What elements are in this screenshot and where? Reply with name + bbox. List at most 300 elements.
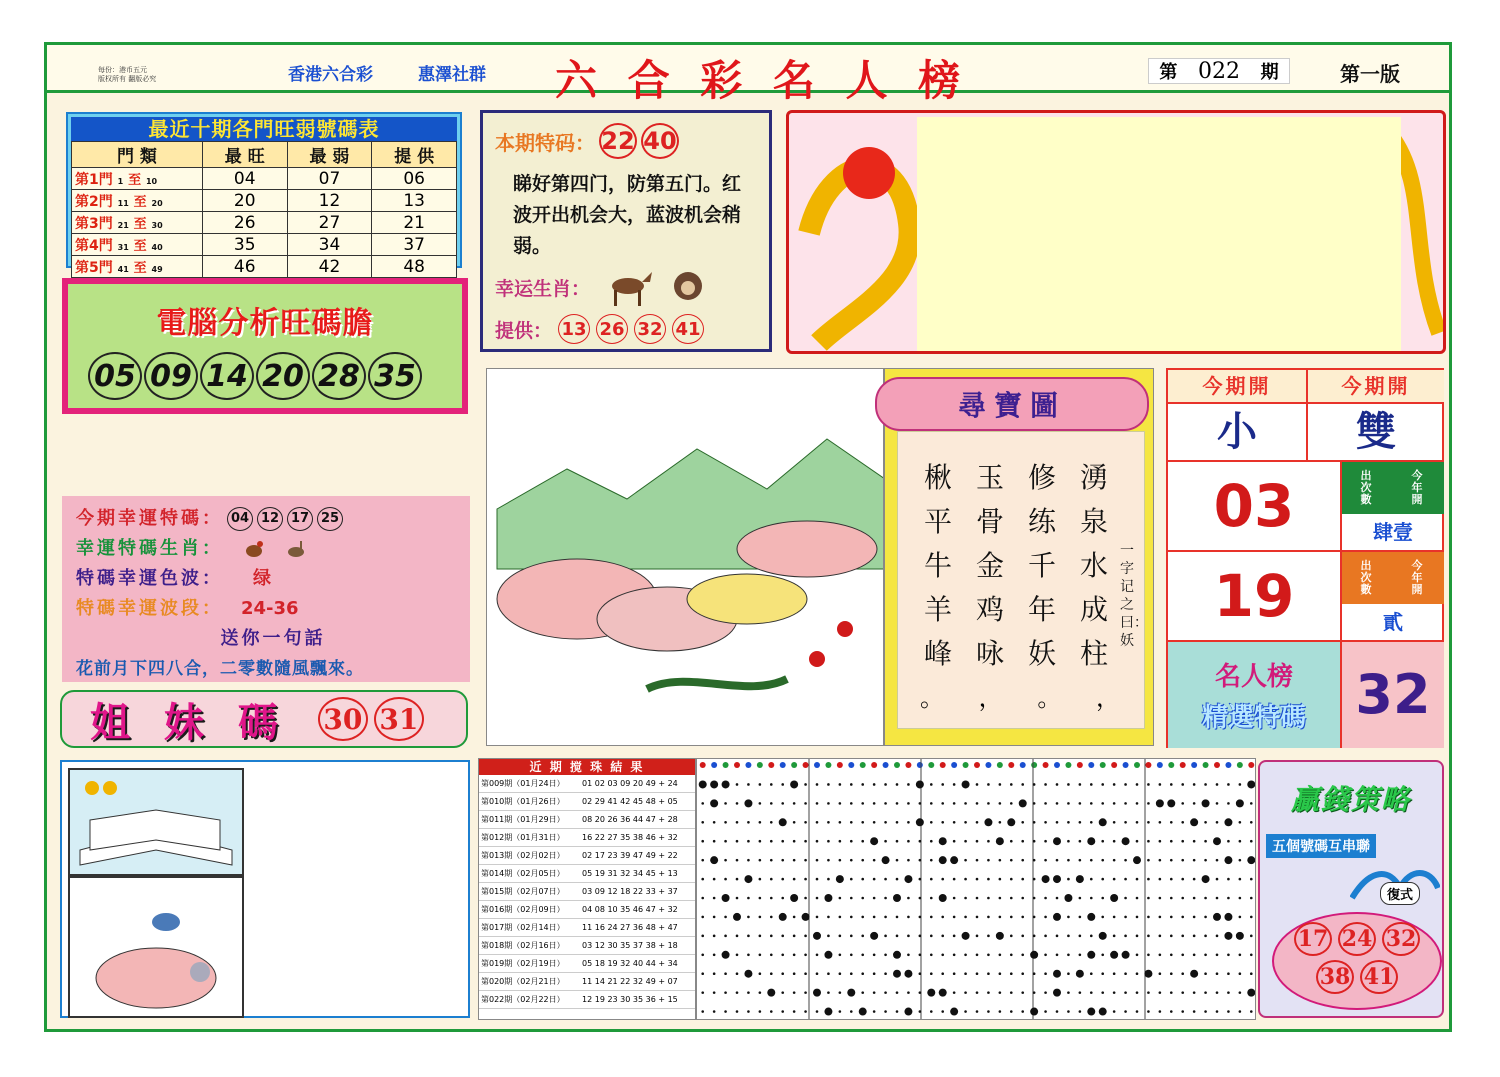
trend-dot <box>976 1010 979 1013</box>
trend-dot <box>1136 878 1139 881</box>
number-ball: 09 <box>144 352 198 400</box>
trend-dot <box>976 878 979 881</box>
trend-hit-dot <box>710 780 718 788</box>
trend-hit-dot <box>1247 989 1255 997</box>
trend-dot <box>884 821 887 824</box>
trend-dot <box>1079 802 1082 805</box>
trend-dot <box>1159 840 1162 843</box>
trend-hit-dot <box>1213 837 1221 845</box>
trend-dot <box>1101 953 1104 956</box>
trend-dot <box>896 916 899 919</box>
trend-dot <box>839 953 842 956</box>
trend-dot <box>1090 991 1093 994</box>
trend-dot <box>964 916 967 919</box>
trend-header-dot <box>985 762 991 768</box>
monkey-icon <box>668 266 710 308</box>
trend-header-dot <box>860 762 866 768</box>
trend-header-dot <box>997 762 1003 768</box>
trend-dot <box>964 859 967 862</box>
trend-dot <box>1159 991 1162 994</box>
trend-dot <box>873 953 876 956</box>
trend-dot <box>713 953 716 956</box>
number-ball: 32 <box>634 314 666 344</box>
trend-dot <box>781 859 784 862</box>
trend-dot <box>850 1010 853 1013</box>
computer-inner <box>68 284 462 408</box>
trend-dot <box>861 783 864 786</box>
trend-dot <box>713 897 716 900</box>
poem-column: 玉骨金鸡咏 <box>976 461 1005 670</box>
trend-hit-dot <box>1167 799 1175 807</box>
trend-dot <box>861 972 864 975</box>
trend-hit-dot <box>744 799 752 807</box>
trend-dot <box>896 783 899 786</box>
trend-dot <box>827 935 830 938</box>
trend-dot <box>861 935 864 938</box>
trend-dot <box>1170 916 1173 919</box>
trend-dot <box>1101 972 1104 975</box>
trend-dot <box>907 783 910 786</box>
table-row: 第020期（02月21日） 11 14 21 22 32 49 + 07 <box>479 973 695 991</box>
trend-dot <box>1010 802 1013 805</box>
trend-dot <box>1090 859 1093 862</box>
trend-dot <box>976 821 979 824</box>
trend-dot <box>1216 821 1219 824</box>
trend-dot <box>724 991 727 994</box>
trend-dot <box>1056 783 1059 786</box>
hot-number-1: 03 <box>1168 462 1342 552</box>
trend-hit-dot <box>893 951 901 959</box>
special-panel <box>480 110 772 352</box>
trend-dot <box>1090 802 1093 805</box>
trend-dot <box>987 916 990 919</box>
trend-dot <box>953 878 956 881</box>
trend-dot <box>861 878 864 881</box>
trend-header-dot <box>1020 762 1026 768</box>
table-row: 第014期（02月05日） 05 19 31 32 34 45 + 13 <box>479 865 695 883</box>
trend-dot <box>1181 935 1184 938</box>
trend-dot <box>701 802 704 805</box>
trend-dot <box>873 991 876 994</box>
trend-hit-dot <box>870 837 878 845</box>
trend-dot <box>724 1010 727 1013</box>
trend-dot <box>1101 840 1104 843</box>
number-ball: 13 <box>558 314 590 344</box>
trend-dot <box>1159 859 1162 862</box>
number-ball: 17 <box>287 507 313 531</box>
trend-dot <box>1021 991 1024 994</box>
trend-header-dot <box>745 762 751 768</box>
trend-dot <box>759 783 762 786</box>
trend-dot <box>701 897 704 900</box>
trend-hit-dot <box>1247 780 1255 788</box>
trend-dot <box>1044 821 1047 824</box>
trend-dot <box>896 1010 899 1013</box>
trend-hit-dot <box>699 780 707 788</box>
trend-dot <box>1067 916 1070 919</box>
trend-dot <box>839 840 842 843</box>
open-even-value: 雙 <box>1308 404 1444 462</box>
trend-dot <box>1204 821 1207 824</box>
trend-dot <box>919 859 922 862</box>
trend-dot <box>953 953 956 956</box>
trend-dot <box>1193 991 1196 994</box>
trend-dot <box>1113 859 1116 862</box>
trend-dot <box>941 878 944 881</box>
trend-dot <box>713 935 716 938</box>
trend-dot <box>987 1010 990 1013</box>
trend-dot <box>953 802 956 805</box>
trend-dot <box>1044 802 1047 805</box>
trend-dot <box>1113 802 1116 805</box>
trend-dot <box>1044 972 1047 975</box>
trend-dot <box>713 840 716 843</box>
trend-dot <box>747 953 750 956</box>
trend-dot <box>804 783 807 786</box>
trend-dot <box>793 821 796 824</box>
trend-dot <box>816 916 819 919</box>
trend-dot <box>1250 972 1253 975</box>
trend-dot <box>816 972 819 975</box>
trend-dot <box>1136 953 1139 956</box>
trend-header-dot <box>1248 762 1254 768</box>
trend-dot <box>793 1010 796 1013</box>
trend-dot <box>793 859 796 862</box>
trend-dot <box>884 1010 887 1013</box>
trend-hit-dot <box>1110 894 1118 902</box>
trend-dot <box>1216 802 1219 805</box>
trend-dot <box>850 821 853 824</box>
number-ball: 41 <box>1360 960 1398 994</box>
trend-dot <box>816 840 819 843</box>
trend-dots <box>697 759 1256 1020</box>
trend-hit-dot <box>950 1008 958 1016</box>
trend-dot <box>1216 953 1219 956</box>
trend-dot <box>804 802 807 805</box>
trend-dot <box>1147 916 1150 919</box>
trend-dot <box>941 916 944 919</box>
trend-dot <box>1239 840 1242 843</box>
trend-dot <box>941 783 944 786</box>
trend-dot <box>1124 859 1127 862</box>
trend-hit-dot <box>1190 818 1198 826</box>
trend-hit-dot <box>779 913 787 921</box>
trend-hit-dot <box>1122 837 1130 845</box>
trend-dot <box>781 972 784 975</box>
trend-dot <box>1170 972 1173 975</box>
trend-dot <box>816 859 819 862</box>
trend-dot <box>941 802 944 805</box>
trend-header-dot <box>1123 762 1129 768</box>
number-ball: 14 <box>200 352 254 400</box>
trend-dot <box>1170 897 1173 900</box>
trend-dot <box>1124 916 1127 919</box>
trend-dot <box>1056 802 1059 805</box>
trend-dot <box>1147 859 1150 862</box>
trend-hit-dot <box>893 894 901 902</box>
trend-dot <box>884 972 887 975</box>
trend-dot <box>1010 1010 1013 1013</box>
trend-dot <box>804 991 807 994</box>
trend-dot <box>1170 783 1173 786</box>
rabbit-icon <box>285 539 307 559</box>
trend-dot <box>1227 783 1230 786</box>
poem-punct: 。 ， 。 ， <box>920 684 1120 712</box>
trend-dot <box>964 991 967 994</box>
trend-dot <box>839 821 842 824</box>
trend-dot <box>919 1010 922 1013</box>
number-ball: 26 <box>596 314 628 344</box>
trend-dot <box>1101 916 1104 919</box>
trend-dot <box>1056 859 1059 862</box>
trend-hit-dot <box>722 780 730 788</box>
trend-dot <box>793 935 796 938</box>
trend-dot <box>804 1010 807 1013</box>
number-ball: 24 <box>1338 922 1376 956</box>
trend-dot <box>1136 935 1139 938</box>
trend-dot <box>873 897 876 900</box>
trend-dot <box>1193 1010 1196 1013</box>
trend-dot <box>1033 991 1036 994</box>
trend-dot <box>1239 878 1242 881</box>
trend-dot <box>724 935 727 938</box>
trend-dot <box>873 916 876 919</box>
treasure-panel <box>884 368 1154 746</box>
bird-illustration <box>68 876 244 1018</box>
trend-hit-dot <box>813 989 821 997</box>
trend-dot <box>1124 821 1127 824</box>
trend-dot <box>1021 953 1024 956</box>
trend-dot <box>1147 783 1150 786</box>
lucky-row: 幸運特碼生肖： <box>76 534 470 564</box>
table-row: 第017期（02月14日） 11 16 24 27 36 48 + 47 <box>479 919 695 937</box>
trend-dot <box>793 916 796 919</box>
trend-dot <box>896 821 899 824</box>
trend-dot <box>781 991 784 994</box>
trend-dot <box>1193 897 1196 900</box>
trend-dot <box>1067 935 1070 938</box>
computer-title: 電腦分析旺碼膽 <box>156 306 374 341</box>
trend-dot <box>953 821 956 824</box>
trend-dot <box>759 972 762 975</box>
trend-dot <box>1181 972 1184 975</box>
trend-dot <box>1181 916 1184 919</box>
trend-dot <box>930 897 933 900</box>
trend-dot <box>907 821 910 824</box>
trend-hit-dot <box>939 837 947 845</box>
trend-dot <box>1250 878 1253 881</box>
trend-dot <box>919 935 922 938</box>
trend-dot <box>1147 821 1150 824</box>
trend-hit-dot <box>1030 951 1038 959</box>
trend-hit-dot <box>1224 856 1232 864</box>
trend-dot <box>770 953 773 956</box>
trend-dot <box>873 972 876 975</box>
trend-dot <box>701 953 704 956</box>
trend-header-dot <box>825 762 831 768</box>
trend-dot <box>861 897 864 900</box>
trend-dot <box>1033 859 1036 862</box>
trend-dot <box>793 840 796 843</box>
trend-dot <box>1227 840 1230 843</box>
trend-dot <box>1193 840 1196 843</box>
trend-dot <box>1067 878 1070 881</box>
trend-dot <box>1010 916 1013 919</box>
trend-dot <box>1044 953 1047 956</box>
trend-dot <box>1021 783 1024 786</box>
trend-dot <box>747 916 750 919</box>
trend-dot <box>873 783 876 786</box>
trend-dot <box>1193 783 1196 786</box>
trend-dot <box>850 783 853 786</box>
trend-dot <box>827 840 830 843</box>
trend-header-dot <box>1077 762 1083 768</box>
trend-dot <box>1239 916 1242 919</box>
lucky-row: 今期幸運特碼： 04 12 17 25 <box>76 504 470 534</box>
trend-dot <box>1124 878 1127 881</box>
trend-hit-dot <box>710 799 718 807</box>
trend-dot <box>1090 897 1093 900</box>
trend-dot <box>976 991 979 994</box>
trend-header-dot <box>1214 762 1220 768</box>
trend-hit-dot <box>1144 970 1152 978</box>
trend-header-dot <box>803 762 809 768</box>
trend-hit-dot <box>927 989 935 997</box>
trend-dot <box>1079 935 1082 938</box>
trend-dot <box>1136 802 1139 805</box>
trend-dot <box>1090 972 1093 975</box>
trend-dot <box>1216 878 1219 881</box>
trend-dot <box>1113 972 1116 975</box>
trend-dot <box>1044 991 1047 994</box>
trend-hit-dot <box>722 894 730 902</box>
trend-hit-dot <box>1053 970 1061 978</box>
trend-dot <box>793 878 796 881</box>
number-ball: 31 <box>374 697 424 741</box>
trend-dot <box>1181 802 1184 805</box>
trend-dot <box>1010 859 1013 862</box>
number-ball: 04 <box>227 507 253 531</box>
trend-header-dot <box>1031 762 1037 768</box>
trend-dot <box>1216 935 1219 938</box>
trend-hit-dot <box>1099 932 1107 940</box>
trend-header-dot <box>1134 762 1140 768</box>
trend-dot <box>747 1010 750 1013</box>
trend-dot <box>804 953 807 956</box>
trend-hit-dot <box>904 1008 912 1016</box>
trend-dot <box>1147 802 1150 805</box>
trend-dot <box>850 802 853 805</box>
trend-hit-dot <box>1087 837 1095 845</box>
trend-dot <box>850 953 853 956</box>
trend-dot <box>896 878 899 881</box>
trend-dot <box>941 1010 944 1013</box>
table-row: 第012期（01月31日） 16 22 27 35 38 46 + 32 <box>479 829 695 847</box>
trend-hit-dot <box>1053 837 1061 845</box>
trend-hit-dot <box>950 856 958 864</box>
trend-hit-dot <box>859 1008 867 1016</box>
trend-dot <box>1250 953 1253 956</box>
trend-dot <box>1159 935 1162 938</box>
trend-dot <box>1136 821 1139 824</box>
trend-hit-dot <box>1053 913 1061 921</box>
number-ball: 12 <box>257 507 283 531</box>
trend-dot <box>747 840 750 843</box>
trend-dot <box>1056 1010 1059 1013</box>
trend-dot <box>884 878 887 881</box>
trend-dot <box>1067 991 1070 994</box>
trend-dot <box>1090 821 1093 824</box>
trend-dot <box>839 1010 842 1013</box>
trend-dot <box>850 916 853 919</box>
trend-dot <box>770 878 773 881</box>
trend-header-dot <box>940 762 946 768</box>
trend-header-dot <box>1065 762 1071 768</box>
trend-dot <box>816 953 819 956</box>
trend-dot <box>1067 840 1070 843</box>
trend-dot <box>770 916 773 919</box>
trend-hit-dot <box>893 970 901 978</box>
trend-dot <box>919 972 922 975</box>
trend-dot <box>930 916 933 919</box>
trend-hit-dot <box>1202 875 1210 883</box>
trend-dot <box>941 953 944 956</box>
trend-dot <box>701 972 704 975</box>
trend-dot <box>1033 878 1036 881</box>
trend-dot <box>964 1010 967 1013</box>
trend-hit-dot <box>939 989 947 997</box>
issue-number: 022 <box>1197 58 1240 84</box>
table-row: 第5門 41 至 49 46 42 48 <box>72 256 457 278</box>
zodiac-row: 幸运生肖： <box>495 266 757 308</box>
trend-dot <box>1067 859 1070 862</box>
right-panel <box>1166 368 1444 748</box>
trend-hit-dot <box>1053 989 1061 997</box>
trend-dot <box>1124 802 1127 805</box>
trend-dot <box>1136 991 1139 994</box>
trend-dot <box>907 802 910 805</box>
trend-dot <box>1227 878 1230 881</box>
trend-dot <box>873 1010 876 1013</box>
trend-dot <box>850 897 853 900</box>
trend-dot <box>1056 953 1059 956</box>
trend-dot <box>1227 1010 1230 1013</box>
trend-dot <box>1113 1010 1116 1013</box>
trend-dot <box>736 783 739 786</box>
issue-box: 第 022 期 <box>1148 58 1290 84</box>
trend-dot <box>1067 802 1070 805</box>
trend-hit-dot <box>847 989 855 997</box>
trend-dot <box>1033 840 1036 843</box>
trend-dot <box>987 859 990 862</box>
trend-dot <box>1010 783 1013 786</box>
trend-dot <box>1124 991 1127 994</box>
trend-dot <box>1021 1010 1024 1013</box>
trend-dot <box>850 972 853 975</box>
trend-dot <box>999 821 1002 824</box>
trend-dot <box>827 878 830 881</box>
trend-dot <box>964 953 967 956</box>
trend-dot <box>1204 840 1207 843</box>
trend-hit-dot <box>1133 856 1141 864</box>
trend-dot <box>1159 821 1162 824</box>
trend-dot <box>1239 897 1242 900</box>
trend-dot <box>770 802 773 805</box>
trend-hit-dot <box>1224 932 1232 940</box>
trend-hit-dot <box>962 932 970 940</box>
strategy-tag: 復式 <box>1380 882 1420 905</box>
trend-dot <box>781 1010 784 1013</box>
